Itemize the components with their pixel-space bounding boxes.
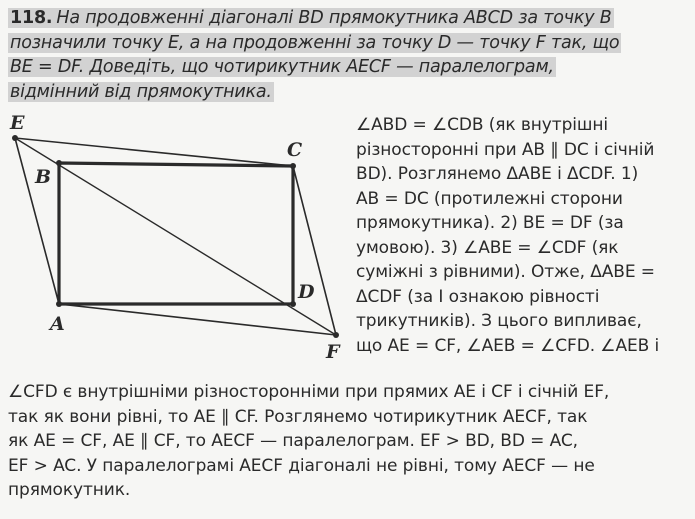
point-b xyxy=(56,160,62,166)
label-f: F xyxy=(326,341,340,363)
problem-line: позначили точку E, а на продовженні за точку D — точку F так, що xyxy=(10,32,620,53)
point-a xyxy=(56,301,62,307)
solution-line: трикутників). З цього випливає, xyxy=(356,311,642,331)
solution-line: прямокутник. xyxy=(8,480,131,500)
label-d: D xyxy=(298,281,315,303)
problem-number: 118. xyxy=(10,8,53,28)
solution-line: різносторонні при AB ∥ DC і січній xyxy=(356,139,655,160)
solution-line: так як вони рівні, то AE ∥ CF. Розглянемо чотирикутник AECF, так xyxy=(8,406,588,427)
problem-statement xyxy=(8,6,688,104)
problem-line: 118. На продовженні діагоналі BD прямокутника ABCD за точку B xyxy=(10,8,612,28)
problem-line: відмінний від прямокутника. xyxy=(10,81,272,102)
solution-line: BD). Розглянемо ΔABE і ΔCDF. 1) xyxy=(356,164,639,184)
solution-line: прямокутника). 2) BE = DF (за xyxy=(356,213,624,233)
label-e: E xyxy=(10,112,25,134)
solution-line: умовою). 3) ∠ABE = ∠CDF (як xyxy=(356,237,619,258)
point-e xyxy=(12,135,18,141)
problem-line: BE = DF. Доведіть, що чотирикутник AECF — паралелограм, xyxy=(10,57,554,77)
solution-line: як AE = CF, AE ∥ CF, то AECF — паралелограм. EF > BD, BD = AC, xyxy=(8,431,578,451)
rectangle-abcd xyxy=(59,163,293,304)
solution-line: що AE = CF, ∠AEB = ∠CFD. ∠AEB і xyxy=(356,335,660,356)
solution-line: суміжні з рівними). Отже, ΔABE = xyxy=(356,262,655,282)
point-d xyxy=(290,301,296,307)
label-a: A xyxy=(50,313,65,335)
solution-line: ΔCDF (за I ознакою рівності xyxy=(356,286,600,307)
label-c: C xyxy=(287,139,303,161)
segment-ae xyxy=(15,138,59,304)
geometry-figure xyxy=(0,106,350,366)
solution-line: EF > AC. У паралелограмі AECF діагоналі не рівні, тому AECF — не xyxy=(8,455,595,476)
point-f xyxy=(333,332,339,338)
solution-line: ∠ABD = ∠CDB (як внутрішні xyxy=(356,115,608,135)
solution-side-text xyxy=(356,113,690,358)
label-b: B xyxy=(35,166,52,188)
solution-line: ∠CFD є внутрішніми різносторонніми при прямих AE і CF і січній EF, xyxy=(8,382,610,402)
solution-bottom-text xyxy=(8,380,692,503)
segment-af xyxy=(59,304,336,335)
segment-cf xyxy=(293,166,336,335)
point-c xyxy=(290,163,296,169)
solution-line: AB = DC (протилежні сторони xyxy=(356,188,623,209)
